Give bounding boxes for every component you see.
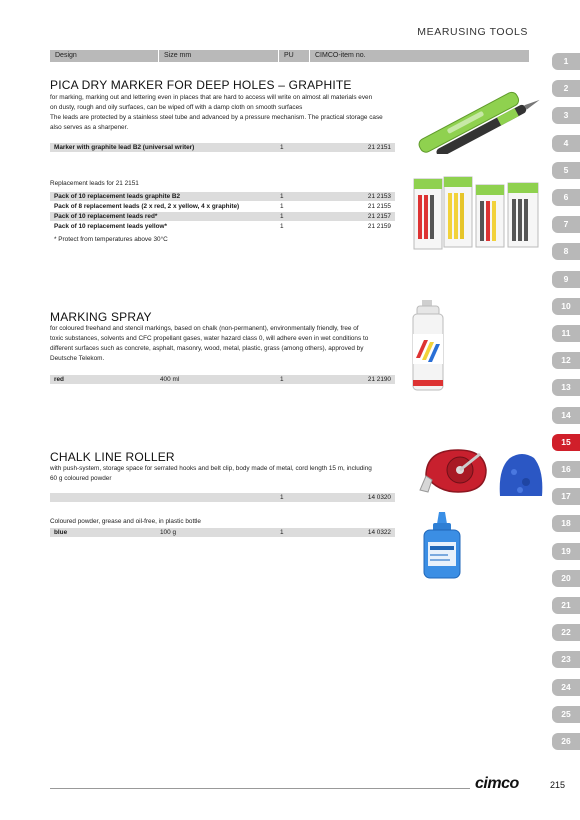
chapter-tab-20[interactable]: 20	[552, 570, 580, 587]
blue-powder-image	[496, 448, 546, 502]
table-row	[50, 528, 395, 537]
row-design: Pack of 10 replacement leads yellow*	[54, 223, 167, 230]
row-item-no: 21 2159	[367, 223, 391, 230]
table-row	[50, 375, 395, 384]
row-item-no: 14 0322	[367, 529, 391, 536]
chapter-tab-16[interactable]: 16	[552, 461, 580, 478]
spray-description-3: different surfaces such as concrete, asphalt, masonry, wood, metal, plastic, grass (among others), approved by	[50, 345, 364, 352]
chapter-tab-22[interactable]: 22	[552, 624, 580, 641]
row-item-no: 21 2157	[367, 213, 391, 220]
row-design: Pack of 10 replacement leads graphite B2	[54, 193, 181, 200]
column-size: Size mm	[159, 50, 278, 62]
marker-product-image	[405, 84, 545, 154]
chapter-tab-12[interactable]: 12	[552, 352, 580, 369]
spray-description-4: Deutsche Telekom.	[50, 355, 105, 362]
row-size: 400 ml	[160, 376, 180, 383]
column-item-no: CIMCO-item no.	[310, 50, 529, 62]
page-number: 215	[550, 780, 566, 790]
marker-description-1: for marking, marking out and lettering even in places that are hard to access will write on almost all materials even	[50, 94, 373, 101]
chapter-tab-1[interactable]: 1	[552, 53, 580, 70]
chalk-description-1: with push-system, storage space for serrated hooks and belt clip, body made of metal, cord length 15 m, including	[50, 465, 372, 472]
marker-description-4: also serves as a sharpener.	[50, 124, 129, 131]
row-pu: 1	[280, 203, 284, 210]
chapter-tab-6[interactable]: 6	[552, 189, 580, 206]
refill-packs-image	[412, 175, 542, 253]
row-item-no: 21 2151	[367, 144, 391, 151]
table-row	[50, 143, 395, 152]
chalk-title: CHALK LINE ROLLER	[50, 450, 175, 464]
footer-divider	[50, 788, 470, 789]
spray-title: MARKING SPRAY	[50, 310, 152, 324]
table-row	[50, 192, 395, 201]
chapter-tab-7[interactable]: 7	[552, 216, 580, 233]
chapter-tab-9[interactable]: 9	[552, 271, 580, 288]
row-pu: 1	[280, 144, 284, 151]
chapter-tab-23[interactable]: 23	[552, 651, 580, 668]
row-item-no: 21 2155	[367, 203, 391, 210]
spray-description-2: toxic substances, solvents and CFC propellant gases, water hazard class 0, will adhere even in wet conditions to	[50, 335, 369, 342]
row-design: Marker with graphite lead B2 (universal writer)	[54, 144, 195, 151]
row-size: 100 g	[160, 529, 176, 536]
powder-bottle-image	[420, 512, 464, 580]
section-title: MEARUSING TOOLS	[417, 26, 528, 38]
chalk-line-roller-image	[418, 440, 494, 500]
table-row	[50, 212, 395, 221]
refill-caption: Replacement leads for 21 2151	[50, 180, 139, 187]
row-design	[50, 493, 278, 502]
row-design: red	[54, 376, 64, 383]
column-design: Design	[50, 50, 158, 62]
column-header-bar	[50, 50, 530, 62]
row-pu: 1	[280, 376, 284, 383]
chapter-tab-11[interactable]: 11	[552, 325, 580, 342]
spray-description-1: for coloured freehand and stencil markings, based on chalk (non-permanent), environmentally friendly, free of	[50, 325, 359, 332]
chapter-tab-17[interactable]: 17	[552, 488, 580, 505]
chapter-tab-8[interactable]: 8	[552, 243, 580, 260]
temperature-note: * Protect from temperatures above 30°C	[54, 236, 168, 243]
table-row	[50, 222, 395, 231]
row-pu: 1	[280, 193, 284, 200]
row-pu: 1	[280, 494, 284, 501]
table-row	[50, 202, 395, 211]
chapter-tab-10[interactable]: 10	[552, 298, 580, 315]
chapter-tab-2[interactable]: 2	[552, 80, 580, 97]
row-item-no: 14 0320	[367, 494, 391, 501]
powder-caption: Coloured powder, grease and oil-free, in plastic bottle	[50, 518, 201, 525]
table-row	[50, 493, 395, 502]
row-pu: 1	[280, 223, 284, 230]
chapter-tab-3[interactable]: 3	[552, 107, 580, 124]
row-design: Pack of 10 replacement leads red*	[54, 213, 158, 220]
spray-can-image	[408, 300, 448, 392]
column-pu: PU	[279, 50, 309, 62]
chapter-tab-24[interactable]: 24	[552, 679, 580, 696]
row-pu: 1	[280, 529, 284, 536]
chapter-tab-4[interactable]: 4	[552, 135, 580, 152]
chapter-tab-25[interactable]: 25	[552, 706, 580, 723]
marker-description-3: The leads are protected by a stainless steel tube and advanced by a pressure mechanism. The practical storage case	[50, 114, 383, 121]
row-item-no: 21 2153	[367, 193, 391, 200]
row-pu: 1	[280, 213, 284, 220]
chapter-tab-15[interactable]: 15	[552, 434, 580, 451]
chapter-tab-14[interactable]: 14	[552, 407, 580, 424]
row-design: Pack of 8 replacement leads (2 x red, 2 x yellow, 4 x graphite)	[54, 203, 240, 210]
chapter-tab-21[interactable]: 21	[552, 597, 580, 614]
chapter-tab-18[interactable]: 18	[552, 515, 580, 532]
cimco-logo: cimco	[475, 775, 519, 792]
chapter-tab-19[interactable]: 19	[552, 543, 580, 560]
row-design: blue	[54, 529, 68, 536]
chalk-description-2: 60 g coloured powder	[50, 475, 112, 482]
chapter-tab-26[interactable]: 26	[552, 733, 580, 750]
marker-description-2: on dusty, rough and oily surfaces, can be wiped off with a damp cloth on smooth surfaces	[50, 104, 303, 111]
row-item-no: 21 2190	[367, 376, 391, 383]
marker-title: PICA DRY MARKER FOR DEEP HOLES – GRAPHITE	[50, 78, 352, 92]
chapter-tab-5[interactable]: 5	[552, 162, 580, 179]
chapter-tab-13[interactable]: 13	[552, 379, 580, 396]
